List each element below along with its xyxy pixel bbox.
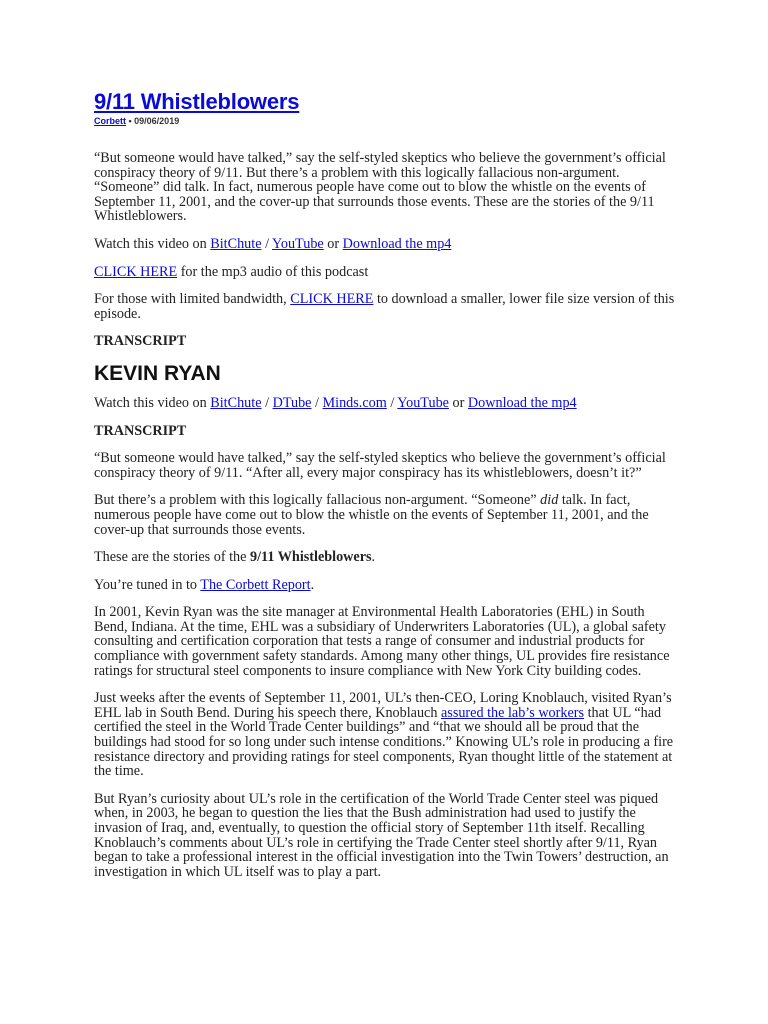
p3-strong: 9/11 Whistleblowers [250, 549, 372, 566]
transcript-paragraph-4 [94, 578, 678, 593]
transcript-paragraph-6 [94, 691, 678, 779]
section-bitchute-link[interactable]: BitChute [210, 394, 262, 411]
section-transcript-label: TRANSCRIPT [94, 422, 187, 439]
transcript-paragraph-2 [94, 493, 678, 537]
section-watch-line [94, 396, 678, 411]
transcript-paragraph-5: In 2001, Kevin Ryan was the site manager at Environmental Health Laboratories (EHL) in South Bend, Indiana. At the time, EHL was a subsidiary of Underwriters Laboratories (UL), a global safety consulting and certification corporation that tests a range of consumer and industrial products for compliance with government safety standards. Among many other things, UL provides fire resistance ratings for structural steel components to insure compliance with New York City building codes. [94, 604, 670, 679]
mp3-suffix: for the mp3 audio of this podcast [177, 263, 369, 280]
mp3-line [94, 265, 678, 280]
youtube-link[interactable]: YouTube [272, 235, 324, 252]
watch-prefix: Watch this video on [94, 235, 211, 252]
bandwidth-prefix: For those with limited bandwidth, [94, 291, 291, 308]
p3-text-a: These are the stories of the [94, 549, 251, 566]
intro-watch-line [94, 237, 678, 252]
mp3-click-here-link[interactable]: CLICK HERE [94, 263, 178, 280]
post-date: 09/06/2019 [134, 116, 180, 126]
p3-text-b: . [371, 549, 376, 566]
transcript-paragraph-3 [94, 550, 678, 565]
section-body [94, 396, 678, 879]
bitchute-link[interactable]: BitChute [210, 235, 262, 252]
download-mp4-link[interactable]: Download the mp4 [342, 235, 452, 252]
low-bandwidth-click-here-link[interactable]: CLICK HERE [290, 291, 374, 308]
assured-workers-link[interactable]: assured the lab’s workers [441, 704, 585, 721]
or-text: or [448, 394, 468, 411]
minds-link[interactable]: Minds.com [322, 394, 387, 411]
article [94, 88, 678, 892]
watch-prefix: Watch this video on [94, 394, 211, 411]
p2-text-b: talk. In fact, numerous people have come out to blow the whistle on the events of September 11, 2001, and the cover-up that surrounds those events. [94, 492, 649, 538]
intro-paragraph: “But someone would have talked,” say the self-styled skeptics who believe the government’s official conspiracy theory of 9/11. But there’s a problem with this logically fallacious non-argument. “Someone” did talk. In fact, numerous people have come out to blow the whistle on the events of September 11, 2001, and the cover-up that surrounds those events. These are the stories of the 9/11 Whistleblowers. [94, 150, 666, 225]
transcript-paragraph-1: “But someone would have talked,” say the self-styled skeptics who believe the government’s official conspiracy theory of 9/11. “After all, every major conspiracy has its whistleblowers, doesn’t it?” [94, 450, 666, 481]
link-separator: / [386, 394, 398, 411]
article-title-link[interactable]: 9/11 Whistleblowers [94, 89, 300, 114]
meta-separator: • [126, 116, 135, 126]
p4-text-a: You’re tuned in to [94, 576, 201, 593]
article-title [94, 88, 678, 116]
p6-text-a: Just weeks after the events of September 11, 2001, UL’s then-CEO, Loring Knoblauch, visited Ryan’s EHL lab in South Bend. During his speech there, Knoblauch [94, 690, 672, 721]
dtube-link[interactable]: DTube [272, 394, 312, 411]
p2-text-a: But there’s a problem with this logically fallacious non-argument. “Someone” [94, 492, 541, 509]
corbett-report-link[interactable]: The Corbett Report [200, 576, 311, 593]
link-separator: / [311, 394, 323, 411]
article-body [94, 151, 678, 349]
section-heading: KEVIN RYAN [94, 361, 221, 385]
intro-transcript-label: TRANSCRIPT [94, 333, 187, 350]
p2-emphasis: did [540, 492, 559, 509]
p4-text-b: . [310, 576, 315, 593]
transcript-paragraph-7: But Ryan’s curiosity about UL’s role in the certification of the World Trade Center steel was piqued when, in 2003, he began to question the lies that the Bush administration had used to justify the invasion of Iraq, and, eventually, to question the official story of September 11th itself. Recalling Knoblauch’s comments about UL’s role in certifying the Trade Center steel shortly after 9/11, Ryan began to take a professional interest in the official investigation into the Twin Towers’ destruction, an investigation in which UL itself was to play a part. [94, 790, 669, 880]
link-separator: / [261, 394, 273, 411]
section-download-mp4-link[interactable]: Download the mp4 [467, 394, 577, 411]
bandwidth-line [94, 292, 678, 321]
link-separator: / [261, 235, 273, 252]
or-text: or [323, 235, 343, 252]
section-youtube-link[interactable]: YouTube [397, 394, 449, 411]
bandwidth-suffix: to download a smaller, lower file size version of this episode. [94, 291, 675, 322]
p6-text-b: that UL “had certified the steel in the World Trade Center buildings” and “that we should all be proud that the buildings had stood for so long under such intense conditions.” Knowing UL’s role in producing a fire resistance directory and providing ratings for steel components, Ryan thought little of the statement at the time. [94, 704, 674, 780]
author-link[interactable]: Corbett [94, 116, 126, 126]
article-meta [94, 116, 678, 126]
